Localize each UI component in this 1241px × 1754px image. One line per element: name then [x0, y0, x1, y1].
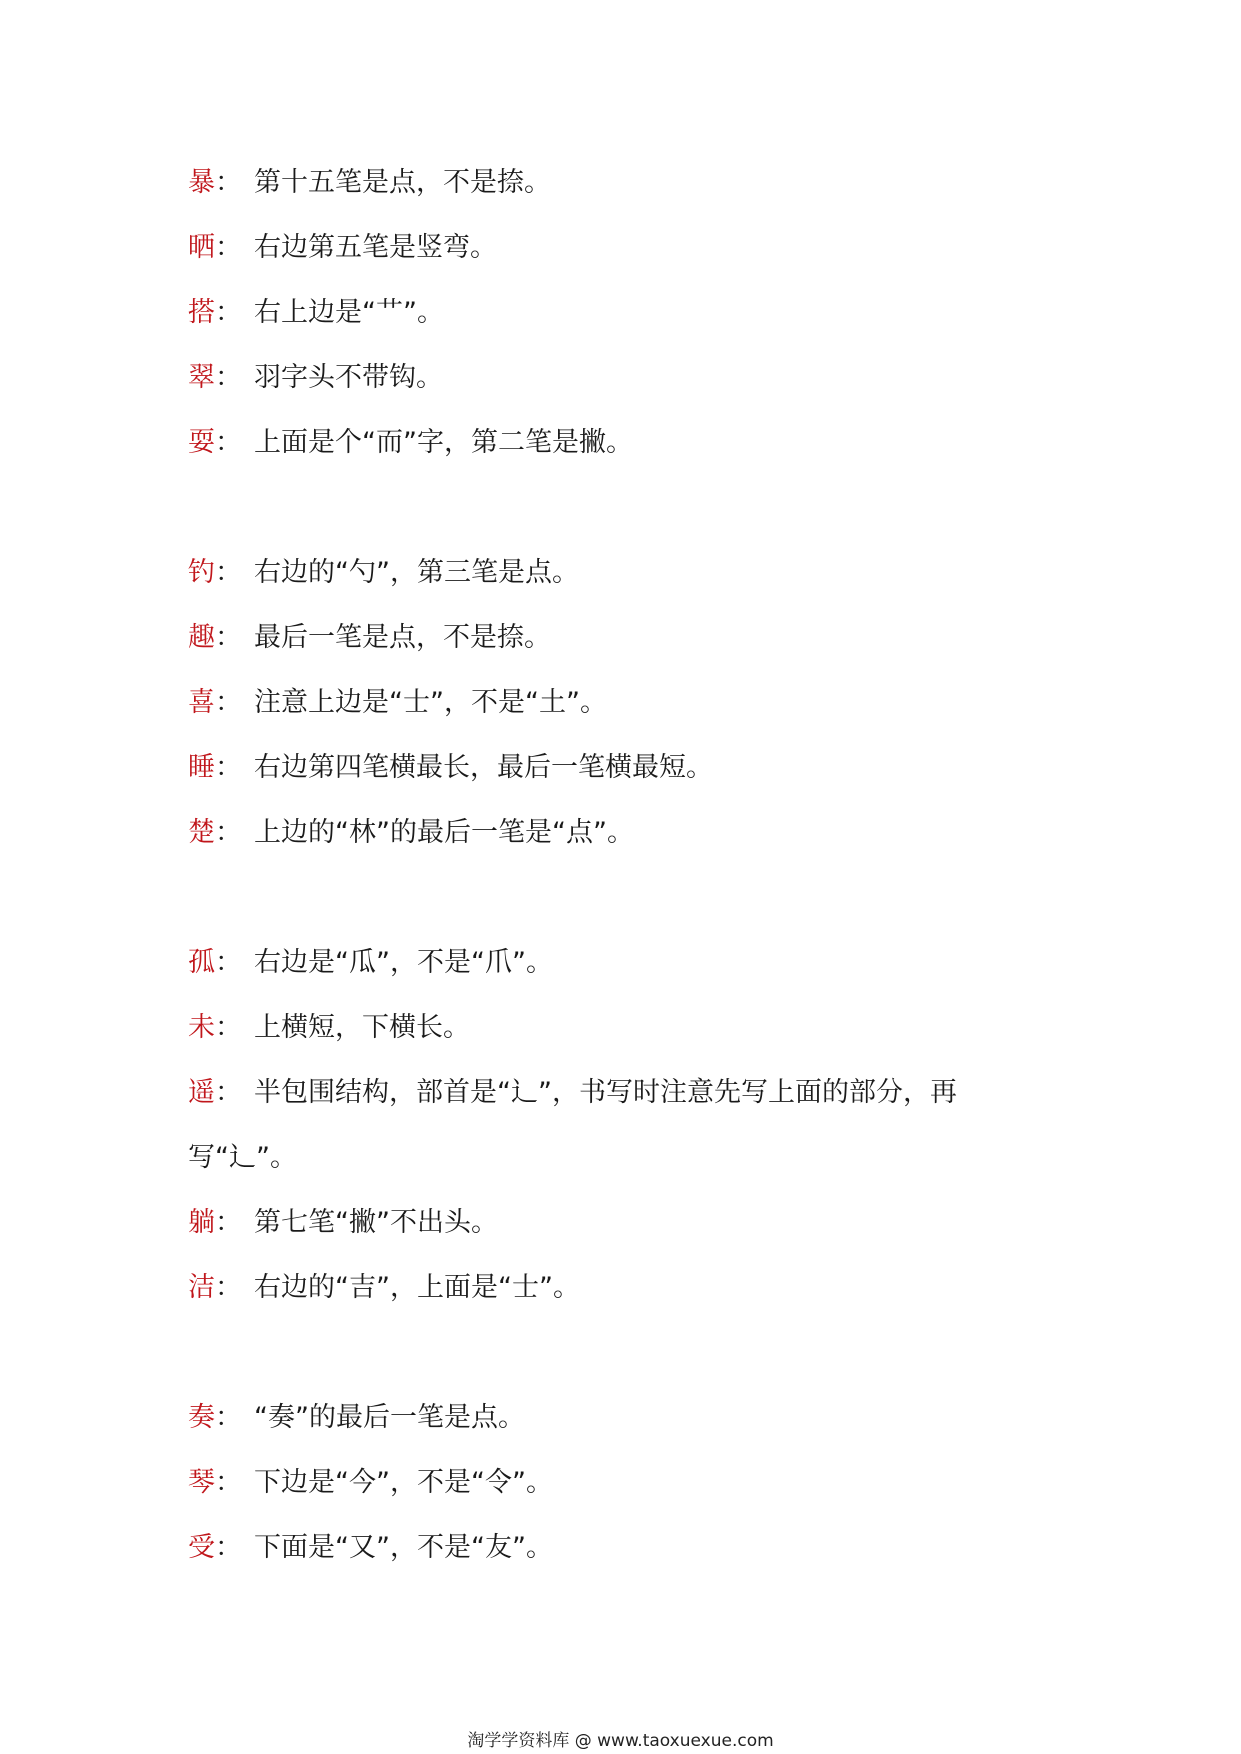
entry-colon: ：	[215, 947, 242, 978]
entry-character: 未	[188, 1012, 215, 1043]
entry-colon: ：	[215, 817, 242, 848]
entry-text: 右边第四笔横最长，最后一笔横最短。	[254, 752, 713, 783]
note-group-3	[188, 930, 1048, 1320]
entry-colon: ：	[215, 362, 242, 393]
note-entry	[188, 1385, 1048, 1450]
entry-text: 半包围结构，部首是“辶”，书写时注意先写上面的部分，再写“辶”。	[188, 1077, 957, 1173]
entry-character: 楚	[188, 817, 215, 848]
note-entry	[188, 995, 1048, 1060]
note-group-1	[188, 150, 1048, 475]
note-entry	[188, 345, 1048, 410]
entry-text: 最后一笔是点，不是捺。	[254, 622, 551, 653]
note-entry	[188, 930, 1048, 995]
entry-colon: ：	[215, 622, 242, 653]
entry-text: 上面是个“而”字，第二笔是撇。	[254, 427, 633, 458]
entry-character: 躺	[188, 1207, 215, 1238]
entry-text: 右边第五笔是竖弯。	[254, 232, 497, 263]
entry-text: 注意上边是“士”，不是“土”。	[254, 687, 607, 718]
entry-character: 受	[188, 1532, 215, 1563]
entry-text: 右边是“瓜”，不是“爪”。	[254, 947, 553, 978]
entry-colon: ：	[215, 1012, 242, 1043]
entry-text: 右上边是“艹”。	[254, 297, 444, 328]
entry-character: 睡	[188, 752, 215, 783]
entry-character: 晒	[188, 232, 215, 263]
note-entry	[188, 670, 1048, 735]
entry-colon: ：	[215, 1207, 242, 1238]
entry-colon: ：	[215, 167, 242, 198]
note-entry	[188, 1255, 1048, 1320]
entry-colon: ：	[215, 297, 242, 328]
entry-character: 钓	[188, 557, 215, 588]
entry-text: 右边的“勺”，第三笔是点。	[254, 557, 579, 588]
entry-character: 搭	[188, 297, 215, 328]
entry-colon: ：	[215, 687, 242, 718]
note-entry	[188, 1060, 1048, 1190]
note-entry	[188, 1515, 1048, 1580]
entry-text: 右边的“吉”，上面是“士”。	[254, 1272, 580, 1303]
note-entry	[188, 605, 1048, 670]
entry-character: 喜	[188, 687, 215, 718]
entry-colon: ：	[215, 1077, 242, 1108]
footer-watermark: 淘学学资料库 @ www.taoxuexue.com	[467, 1731, 774, 1751]
note-entry	[188, 280, 1048, 345]
entry-colon: ：	[215, 557, 242, 588]
note-entry	[188, 735, 1048, 800]
entry-text: 第七笔“撇”不出头。	[254, 1207, 498, 1238]
note-entry	[188, 150, 1048, 215]
entry-character: 琴	[188, 1467, 215, 1498]
note-entry	[188, 1450, 1048, 1515]
entry-character: 奏	[188, 1402, 215, 1433]
note-entry	[188, 410, 1048, 475]
note-entry	[188, 1190, 1048, 1255]
note-group-4	[188, 1385, 1048, 1580]
entry-character: 翠	[188, 362, 215, 393]
note-entry	[188, 800, 1048, 865]
entry-text: “奏”的最后一笔是点。	[254, 1402, 525, 1433]
entry-colon: ：	[215, 1467, 242, 1498]
entry-colon: ：	[215, 1402, 242, 1433]
character-notes	[188, 150, 1048, 1645]
entry-text: 上边的“林”的最后一笔是“点”。	[254, 817, 634, 848]
entry-character: 耍	[188, 427, 215, 458]
entry-colon: ：	[215, 1272, 242, 1303]
entry-colon: ：	[215, 232, 242, 263]
entry-text: 下边是“今”，不是“令”。	[254, 1467, 553, 1498]
entry-character: 趣	[188, 622, 215, 653]
entry-character: 孤	[188, 947, 215, 978]
entry-character: 洁	[188, 1272, 215, 1303]
entry-character: 暴	[188, 167, 215, 198]
entry-colon: ：	[215, 1532, 242, 1563]
note-entry	[188, 215, 1048, 280]
entry-colon: ：	[215, 752, 242, 783]
entry-character: 遥	[188, 1077, 215, 1108]
entry-text: 第十五笔是点，不是捺。	[254, 167, 551, 198]
entry-text: 下面是“又”，不是“友”。	[254, 1532, 553, 1563]
entry-text: 羽字头不带钩。	[254, 362, 443, 393]
note-group-2	[188, 540, 1048, 865]
entry-colon: ：	[215, 427, 242, 458]
note-entry	[188, 540, 1048, 605]
entry-text: 上横短，下横长。	[254, 1012, 470, 1043]
